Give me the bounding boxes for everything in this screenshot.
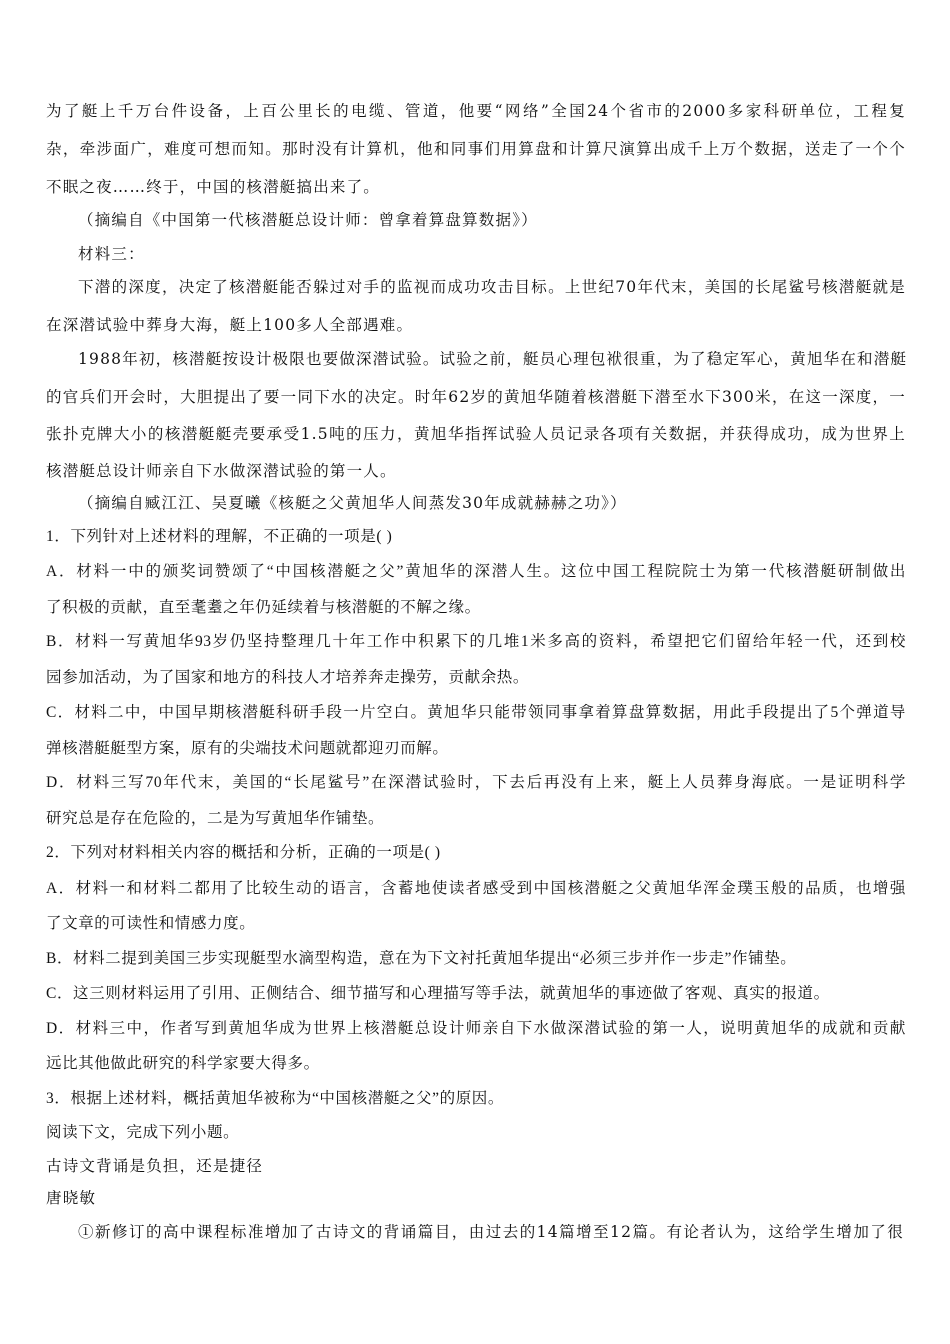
material3-p2-line4: 核潜艇总设计师亲自下水做深潜试验的第一人。 xyxy=(46,462,397,480)
q2-option-b: B．材料二提到美国三步实现艇型水滴型构造，意在为下文衬托黄旭华提出“必须三步并作一步走”作铺垫。 xyxy=(46,950,797,967)
reading-instruction: 阅读下文，完成下列小题。 xyxy=(46,1124,240,1141)
q1-option-b-line1: B．材料一写黄旭华93岁仍坚持整理几十年工作中积累下的几堆1米多高的资料，希望把它们留给年轻一代，还到校 xyxy=(46,633,906,650)
q2-option-d-line2: 远比其他做此研究的科学家要大得多。 xyxy=(46,1055,320,1072)
material2-p1-line2: 杂，牵涉面广，难度可想而知。那时没有计算机，他和同事们用算盘和计算尺演算出成千上万个数据，送走了一个个 xyxy=(46,140,906,158)
material2-source: （摘编自《中国第一代核潜艇总设计师：曾拿着算盘算数据》） xyxy=(78,211,538,229)
q2-option-a-line1: A．材料一和材料二都用了比较生动的语言，含蓄地使读者感受到中国核潜艇之父黄旭华浑金璞玉般的品质，也增强 xyxy=(46,880,906,897)
material3-p2-line2: 的官兵们开会时，大胆提出了要一同下水的决定。时年62岁的黄旭华随着核潜艇下潜至水下300米，在这一深度，一 xyxy=(46,388,906,406)
q2-stem: 2．下列对材料相关内容的概括和分析，正确的一项是( ) xyxy=(46,844,441,861)
q1-option-d-line1: D．材料三写70年代末，美国的“长尾鲨号”在深潜试验时，下去后再没有上来，艇上人员葬身海底。一是证明科学 xyxy=(46,774,906,791)
q1-option-d-line2: 研究总是存在危险的，二是为写黄旭华作铺垫。 xyxy=(46,810,385,827)
q2-option-a-line2: 了文章的可读性和情感力度。 xyxy=(46,915,256,932)
q1-option-a-line1: A．材料一中的颁奖词赞颂了“中国核潜艇之父”黄旭华的深潜人生。这位中国工程院院士为第一代核潜艇研制做出 xyxy=(46,563,906,580)
reading-author: 唐晓敏 xyxy=(46,1189,97,1207)
q1-option-c-line1: C．材料二中，中国早期核潜艇科研手段一片空白。黄旭华只能带领同事拿着算盘算数据，用此手段提出了5个弹道导 xyxy=(46,704,906,721)
reading-p1-line1: ①新修订的高中课程标准增加了古诗文的背诵篇目，由过去的14篇增至12篇。有论者认为，这给学生增加了很 xyxy=(78,1223,904,1241)
material3-p2-line3: 张扑克牌大小的核潜艇艇壳要承受1.5吨的压力，黄旭华指挥试验人员记录各项有关数据，并获得成功，成为世界上 xyxy=(46,425,906,443)
material3-heading: 材料三： xyxy=(78,245,145,263)
q2-option-c: C．这三则材料运用了引用、正侧结合、细节描写和心理描写等手法，就黄旭华的事迹做了客观、真实的报道。 xyxy=(46,985,830,1002)
q3-stem: 3．根据上述材料，概括黄旭华被称为“中国核潜艇之父”的原因。 xyxy=(46,1090,505,1107)
q2-option-d-line1: D．材料三中，作者写到黄旭华成为世界上核潜艇总设计师亲自下水做深潜试验的第一人，说明黄旭华的成就和贡献 xyxy=(46,1020,906,1037)
q1-option-b-line2: 园参加活动，为了国家和地方的科技人才培养奔走操劳，贡献余热。 xyxy=(46,669,530,686)
material2-p1-line3: 不眠之夜……终于，中国的核潜艇搞出来了。 xyxy=(46,178,381,196)
material3-source: （摘编自臧江江、吴夏曦《核艇之父黄旭华人间蒸发30年成就赫赫之功》） xyxy=(78,494,627,512)
material2-p1-line1: 为了艇上千万台件设备，上百公里长的电缆、管道，他要“网络”全国24个省市的2000多家科研单位，工程复 xyxy=(46,102,906,120)
material3-p2-line1: 1988年初，核潜艇按设计极限也要做深潜试验。试验之前，艇员心理包袱很重，为了稳定军心，黄旭华在和潜艇 xyxy=(78,350,908,368)
q1-stem: 1．下列针对上述材料的理解，不正确的一项是( ) xyxy=(46,528,393,545)
q1-option-a-line2: 了积极的贡献，直至耄耋之年仍延续着与核潜艇的不解之缘。 xyxy=(46,599,481,616)
reading-title: 古诗文背诵是负担，还是捷径 xyxy=(46,1157,264,1175)
q1-option-c-line2: 弹核潜艇艇型方案，原有的尖端技术问题就都迎刃而解。 xyxy=(46,740,449,757)
material3-p1-line2: 在深潜试验中葬身大海，艇上100多人全部遇难。 xyxy=(46,316,414,334)
material3-p1-line1: 下潜的深度，决定了核潜艇能否躲过对手的监视而成功攻击目标。上世纪70年代末，美国的长尾鲨号核潜艇就是 xyxy=(78,278,906,296)
